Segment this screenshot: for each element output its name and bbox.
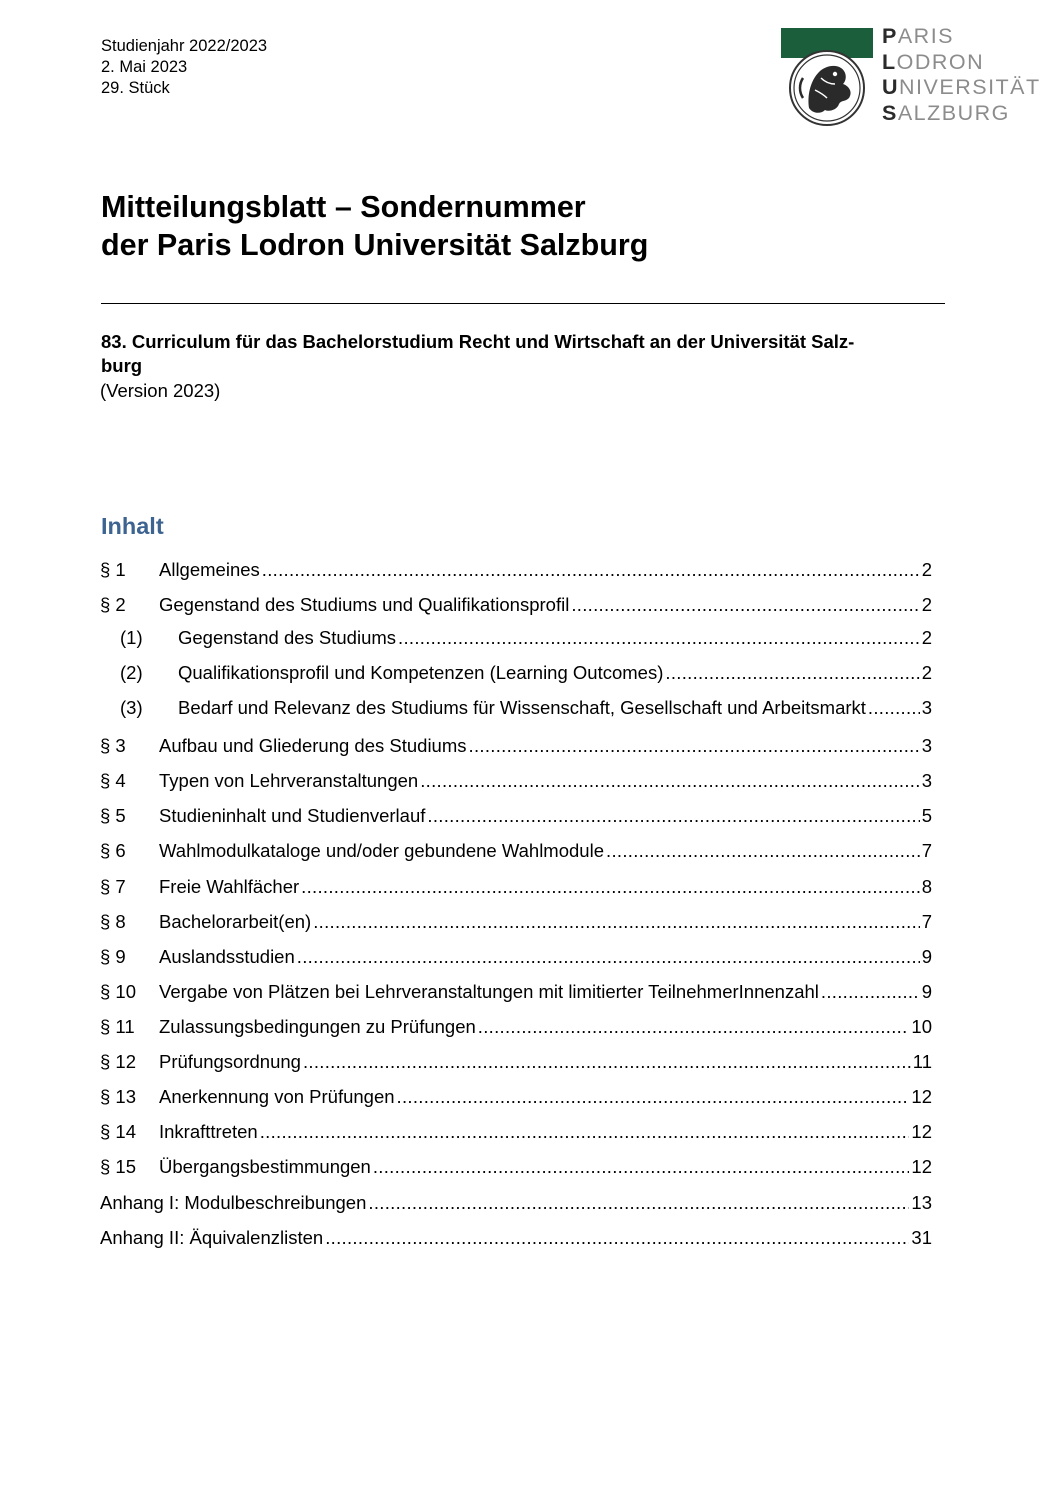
toc-entry-number: § 5 <box>100 805 126 826</box>
toc-entry-number: § 13 <box>100 1086 137 1107</box>
toc-entry-number: (2) <box>120 662 143 683</box>
toc-entry-page: 13 <box>911 1192 932 1213</box>
toc-entry-title: Auslandsstudien <box>159 946 295 967</box>
toc-entry-number: § 1 <box>100 559 126 580</box>
toc-entry-number: § 14 <box>100 1121 137 1142</box>
issue-meta <box>101 36 267 99</box>
toc-entry[interactable] <box>100 558 932 582</box>
toc-entry[interactable] <box>100 593 932 617</box>
toc-entry-page: 10 <box>911 1016 932 1037</box>
toc-entry-title: Qualifikationsprofil und Kompetenzen (Learning Outcomes) <box>178 662 664 683</box>
toc-entry-page: 3 <box>921 735 932 756</box>
toc-entry[interactable] <box>100 910 932 934</box>
toc-entry-title: Anerkennung von Prüfungen <box>159 1086 395 1107</box>
title-line: Mitteilungsblatt – Sondernummer <box>101 190 586 224</box>
toc-dot-leader <box>368 1191 909 1215</box>
toc-dot-leader <box>397 1085 910 1109</box>
toc-dot-leader <box>373 1155 910 1179</box>
toc-entry-title: Prüfungsordnung <box>159 1051 301 1072</box>
lion-seal-icon <box>781 28 873 126</box>
toc-entry-page: 2 <box>921 627 932 648</box>
subtitle-line: burg <box>101 355 143 376</box>
toc-entry-number: § 4 <box>100 770 126 791</box>
toc-entry-title: Aufbau und Gliederung des Studiums <box>159 735 467 756</box>
toc-entry-page: 12 <box>911 1086 932 1107</box>
toc-entry[interactable] <box>120 661 932 685</box>
toc-entry-page: 3 <box>921 697 932 718</box>
toc-heading: Inhalt <box>101 513 164 539</box>
toc-dot-leader <box>313 910 920 934</box>
toc-entry-title: Allgemeines <box>159 559 260 580</box>
toc-entry[interactable] <box>100 769 932 793</box>
toc-entry-number: § 9 <box>100 946 126 967</box>
toc-entry-page: 12 <box>911 1156 932 1177</box>
toc-entry-number: § 6 <box>100 840 126 861</box>
toc-entry-title: Zulassungsbedingungen zu Prüfungen <box>159 1016 476 1037</box>
toc-entry[interactable] <box>100 1226 932 1250</box>
toc-entry[interactable] <box>100 804 932 828</box>
toc-entry[interactable] <box>100 1191 932 1215</box>
toc-entry-title: Gegenstand des Studiums <box>178 627 397 648</box>
toc-entry[interactable] <box>100 1155 932 1179</box>
university-wordmark: PARIS LODRON UNIVERSITÄT SALZBURG <box>882 24 1041 125</box>
toc-entry-number: § 12 <box>100 1051 137 1072</box>
toc-entry-page: 9 <box>921 946 932 967</box>
toc-dot-leader <box>478 1015 910 1039</box>
subtitle-line: 83. Curriculum für das Bachelorstudium Recht und Wirtschaft an der Universität Salz- <box>101 331 855 352</box>
toc-entry-title: Vergabe von Plätzen bei Lehrveranstaltungen mit limitierter TeilnehmerInnenzahl <box>159 981 819 1002</box>
toc-entry-page: 2 <box>921 662 932 683</box>
toc-entry-number: § 8 <box>100 911 126 932</box>
toc-entry[interactable] <box>120 626 932 650</box>
toc-dot-leader <box>665 661 919 685</box>
toc-entry[interactable] <box>100 734 932 758</box>
toc-entry-title: Anhang I: Modulbeschreibungen <box>100 1192 367 1213</box>
toc-entry-page: 7 <box>921 911 932 932</box>
toc-dot-leader <box>303 1050 911 1074</box>
toc-dot-leader <box>469 734 920 758</box>
toc-entry-page: 11 <box>912 1051 932 1072</box>
toc-dot-leader <box>571 593 919 617</box>
toc-entry-number: § 15 <box>100 1156 137 1177</box>
toc-entry-number: § 10 <box>100 981 137 1002</box>
toc-entry-page: 2 <box>921 559 932 580</box>
toc-entry-title: Gegenstand des Studiums und Qualifikationsprofil <box>159 594 570 615</box>
toc-entry-title: Inkrafttreten <box>159 1121 258 1142</box>
toc-entry-title: Wahlmodulkataloge und/oder gebundene Wahlmodule <box>159 840 604 861</box>
toc-entry[interactable] <box>100 1085 932 1109</box>
toc-entry-page: 9 <box>921 981 932 1002</box>
academic-year: Studienjahr 2022/2023 <box>101 37 268 55</box>
toc-entry-number: § 3 <box>100 735 126 756</box>
toc-entry-number: (1) <box>120 627 143 648</box>
university-logo <box>781 24 1041 128</box>
toc-dot-leader <box>868 696 920 720</box>
toc-entry-title: Studieninhalt und Studienverlauf <box>159 805 426 826</box>
toc-entry-number: (3) <box>120 697 143 718</box>
toc-entry[interactable] <box>100 839 932 863</box>
toc-entry[interactable] <box>100 875 932 899</box>
toc-entry[interactable] <box>100 980 932 1004</box>
toc-entry[interactable] <box>100 1120 932 1144</box>
version-label: (Version 2023) <box>100 380 221 401</box>
toc-entry-title: Übergangsbestimmungen <box>159 1156 371 1177</box>
toc-dot-leader <box>297 945 920 969</box>
toc-dot-leader <box>262 558 920 582</box>
toc-dot-leader <box>420 769 920 793</box>
toc-entry-title: Anhang II: Äquivalenzlisten <box>100 1227 324 1248</box>
toc-dot-leader <box>821 980 920 1004</box>
toc-entry-page: 2 <box>921 594 932 615</box>
toc-dot-leader <box>398 626 920 650</box>
toc-entry-page: 3 <box>921 770 932 791</box>
toc-dot-leader <box>260 1120 910 1144</box>
toc-entry-title: Bachelorarbeit(en) <box>159 911 312 932</box>
toc-entry-page: 31 <box>911 1227 932 1248</box>
toc-entry-page: 12 <box>911 1121 932 1142</box>
toc-entry-number: § 7 <box>100 876 126 897</box>
toc-entry[interactable] <box>120 696 932 720</box>
toc-entry-number: § 11 <box>100 1016 135 1037</box>
toc-entry-number: § 2 <box>100 594 126 615</box>
toc-entry-page: 5 <box>921 805 932 826</box>
curriculum-title <box>101 330 971 378</box>
toc-entry[interactable] <box>100 1050 932 1074</box>
toc-entry-page: 8 <box>921 876 932 897</box>
title-divider <box>101 303 945 304</box>
issue-number: 29. Stück <box>101 79 170 97</box>
toc-entry[interactable] <box>100 945 932 969</box>
toc-entry-title: Freie Wahlfächer <box>159 876 300 897</box>
document-title <box>101 188 648 264</box>
title-line: der Paris Lodron Universität Salzburg <box>101 228 649 262</box>
issue-date: 2. Mai 2023 <box>101 58 188 76</box>
toc-dot-leader <box>325 1226 909 1250</box>
toc-dot-leader <box>606 839 920 863</box>
toc-entry-page: 7 <box>921 840 932 861</box>
toc-dot-leader <box>427 804 919 828</box>
toc-entry-title: Typen von Lehrveranstaltungen <box>159 770 419 791</box>
toc-entry[interactable] <box>100 1015 932 1039</box>
toc-dot-leader <box>301 875 920 899</box>
toc-entry-title: Bedarf und Relevanz des Studiums für Wissenschaft, Gesellschaft und Arbeitsmarkt <box>178 697 866 718</box>
